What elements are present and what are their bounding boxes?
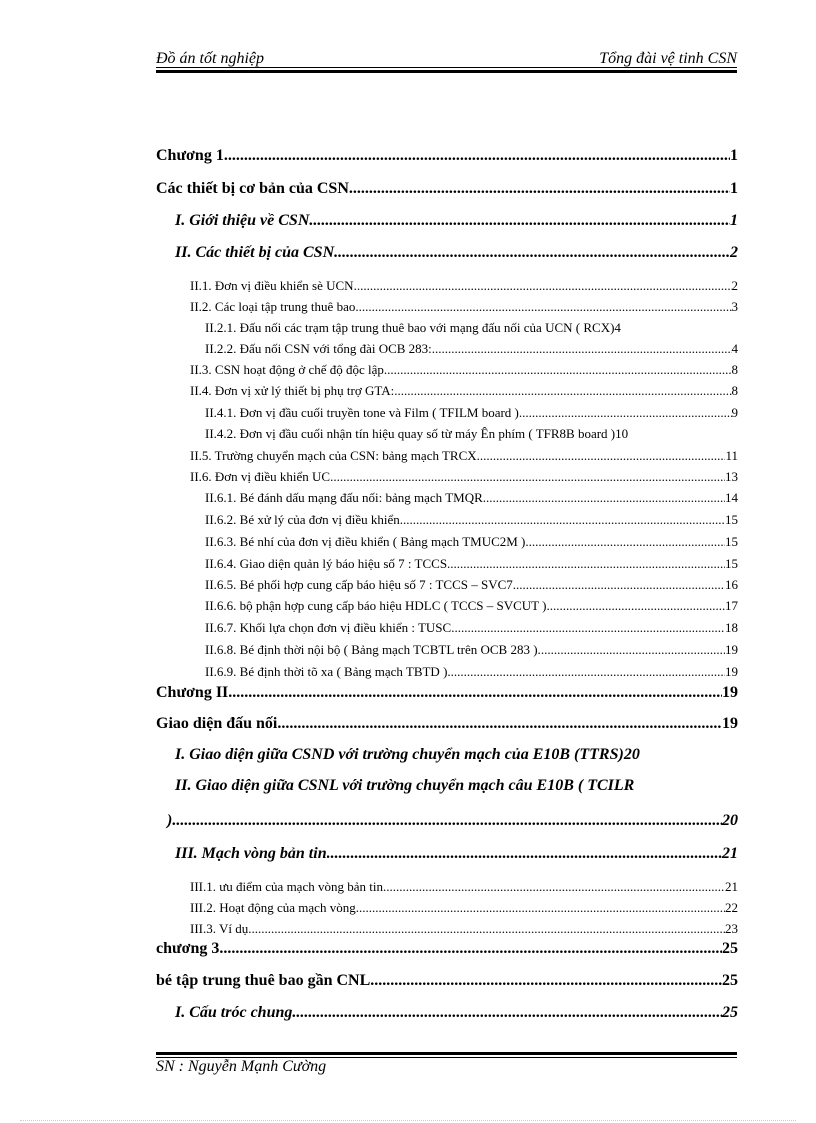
toc-entry-chapter-1-title[interactable]: Các thiết bị cơ bản của CSN ..... 1: [156, 180, 738, 198]
header-rule: [156, 67, 737, 68]
toc-entry-chapter-3[interactable]: chương 3 ..... 25: [156, 940, 738, 958]
page-footer: SN : Nguyễn Mạnh Cường: [156, 1058, 327, 1075]
toc-entry-subsection[interactable]: II.3. CSN hoạt động ở chế độ độc lập. ..... 8: [190, 362, 738, 378]
toc-entry-subsection[interactable]: II.6. Đơn vị điều khiển UC. ..... 13: [190, 469, 738, 485]
toc-entry-chapter-3-title[interactable]: bé tập trung thuê bao gần CNL ..... 25: [156, 972, 738, 990]
toc-entry-section-line2[interactable]: ). ..... 20: [167, 812, 738, 830]
toc-entry-subsection[interactable]: II.2. Các loại tập trung thuê bao. ..... 3: [190, 299, 738, 315]
page-header: [156, 46, 737, 68]
header-left: Đồ án tốt nghiệp: [156, 50, 264, 67]
page-edge: [20, 1120, 796, 1121]
toc-entry-subsubsection[interactable]: II.2.1. Đấu nối các trạm tập trung thuê bao với mạng đấu nối của UCN ( RCX) 4: [205, 320, 621, 335]
toc-entry-subsubsection[interactable]: II.6.7. Khối lựa chọn đơn vị điều khiển : TUSC. ..... 18: [205, 620, 738, 636]
toc-entry-subsubsection[interactable]: II.6.4. Giao diện quản lý báo hiệu số 7 : TCCS ..... 15: [205, 556, 738, 572]
toc-entry-subsection[interactable]: III.1. ưu điểm của mạch vòng bản tin. ..... 21: [190, 879, 738, 895]
toc-entry-chapter-2[interactable]: Chương II ..... 19: [156, 684, 738, 702]
toc-entry-subsubsection[interactable]: II.4.2. Đơn vị đầu cuối nhận tín hiệu quay số từ máy Ên phím ( TFR8B board ) 10: [205, 426, 629, 441]
toc-entry-subsubsection[interactable]: II.4.1. Đơn vị đầu cuối truyền tone và Film ( TFILM board ) ..... 9: [205, 405, 738, 421]
toc-entry-subsubsection[interactable]: II.2.2. Đấu nối CSN với tổng đài OCB 283: ..... 4: [205, 341, 738, 357]
toc-entry-subsection[interactable]: II.4. Đơn vị xử lý thiết bị phụ trợ GTA: ..... 8: [190, 383, 738, 399]
toc-entry-subsection[interactable]: II.1. Đơn vị điều khiển sè UCN. ..... 2: [190, 278, 738, 294]
header-rule-thick: [156, 70, 737, 73]
toc-entry-subsubsection[interactable]: II.6.8. Bé định thời nội bộ ( Bảng mạch TCBTL trên OCB 283 ). ..... 19: [205, 642, 738, 658]
toc-entry-subsubsection[interactable]: II.6.3. Bé nhí của đơn vị điều khiển ( Bảng mạch TMUC2M ) ..... 15: [205, 534, 738, 550]
toc-entry-subsubsection[interactable]: II.6.1. Bé đánh dấu mạng đấu nối: bảng mạch TMQR. ..... 14: [205, 490, 738, 506]
footer-rule-thick: [156, 1052, 737, 1055]
toc-entry-subsubsection[interactable]: II.6.9. Bé định thời tõ xa ( Bảng mạch TBTD ). ..... 19: [205, 664, 738, 680]
toc-entry-section-line1[interactable]: II. Giao diện giữa CSNL với trường chuyển mạch câu E10B ( TCILR: [175, 777, 635, 794]
toc-entry-section[interactable]: III. Mạch vòng bản tin ..... 21: [175, 845, 738, 863]
toc-entry-section[interactable]: I. Giao diện giữa CSND với trường chuyển mạch của E10B (TTRS) 20: [175, 746, 640, 763]
toc-entry-subsubsection[interactable]: II.6.2. Bé xử lý của đơn vị điều khiển. ..... 15: [205, 512, 738, 528]
header-right: Tổng đài vệ tinh CSN: [599, 50, 737, 67]
toc-entry-chapter-1[interactable]: Chương 1 ..... 1: [156, 147, 738, 165]
toc-entry-section[interactable]: I. Cấu tróc chung ..... 25: [175, 1004, 738, 1022]
toc-entry-subsection[interactable]: III.3. Ví dụ ..... 23: [190, 921, 738, 937]
toc-entry-section[interactable]: II. Các thiết bị của CSN ..... 2: [175, 244, 738, 262]
toc-entry-section[interactable]: I. Giới thiệu về CSN ..... 1: [175, 212, 738, 230]
toc-entry-subsubsection[interactable]: II.6.5. Bé phối hợp cung cấp báo hiệu số 7 : TCCS – SVC7. ..... 16: [205, 577, 738, 593]
toc-entry-subsubsection[interactable]: II.6.6. bộ phận hợp cung cấp báo hiệu HDLC ( TCCS – SVCUT ). ..... 17: [205, 598, 738, 614]
toc-entry-chapter-2-title[interactable]: Giao diện đấu nối ..... 19: [156, 715, 738, 733]
toc-entry-subsection[interactable]: II.5. Trường chuyển mạch của CSN: bảng mạch TRCX ..... 11: [190, 448, 738, 464]
toc-entry-subsection[interactable]: III.2. Hoạt động của mạch vòng. ..... 22: [190, 900, 738, 916]
